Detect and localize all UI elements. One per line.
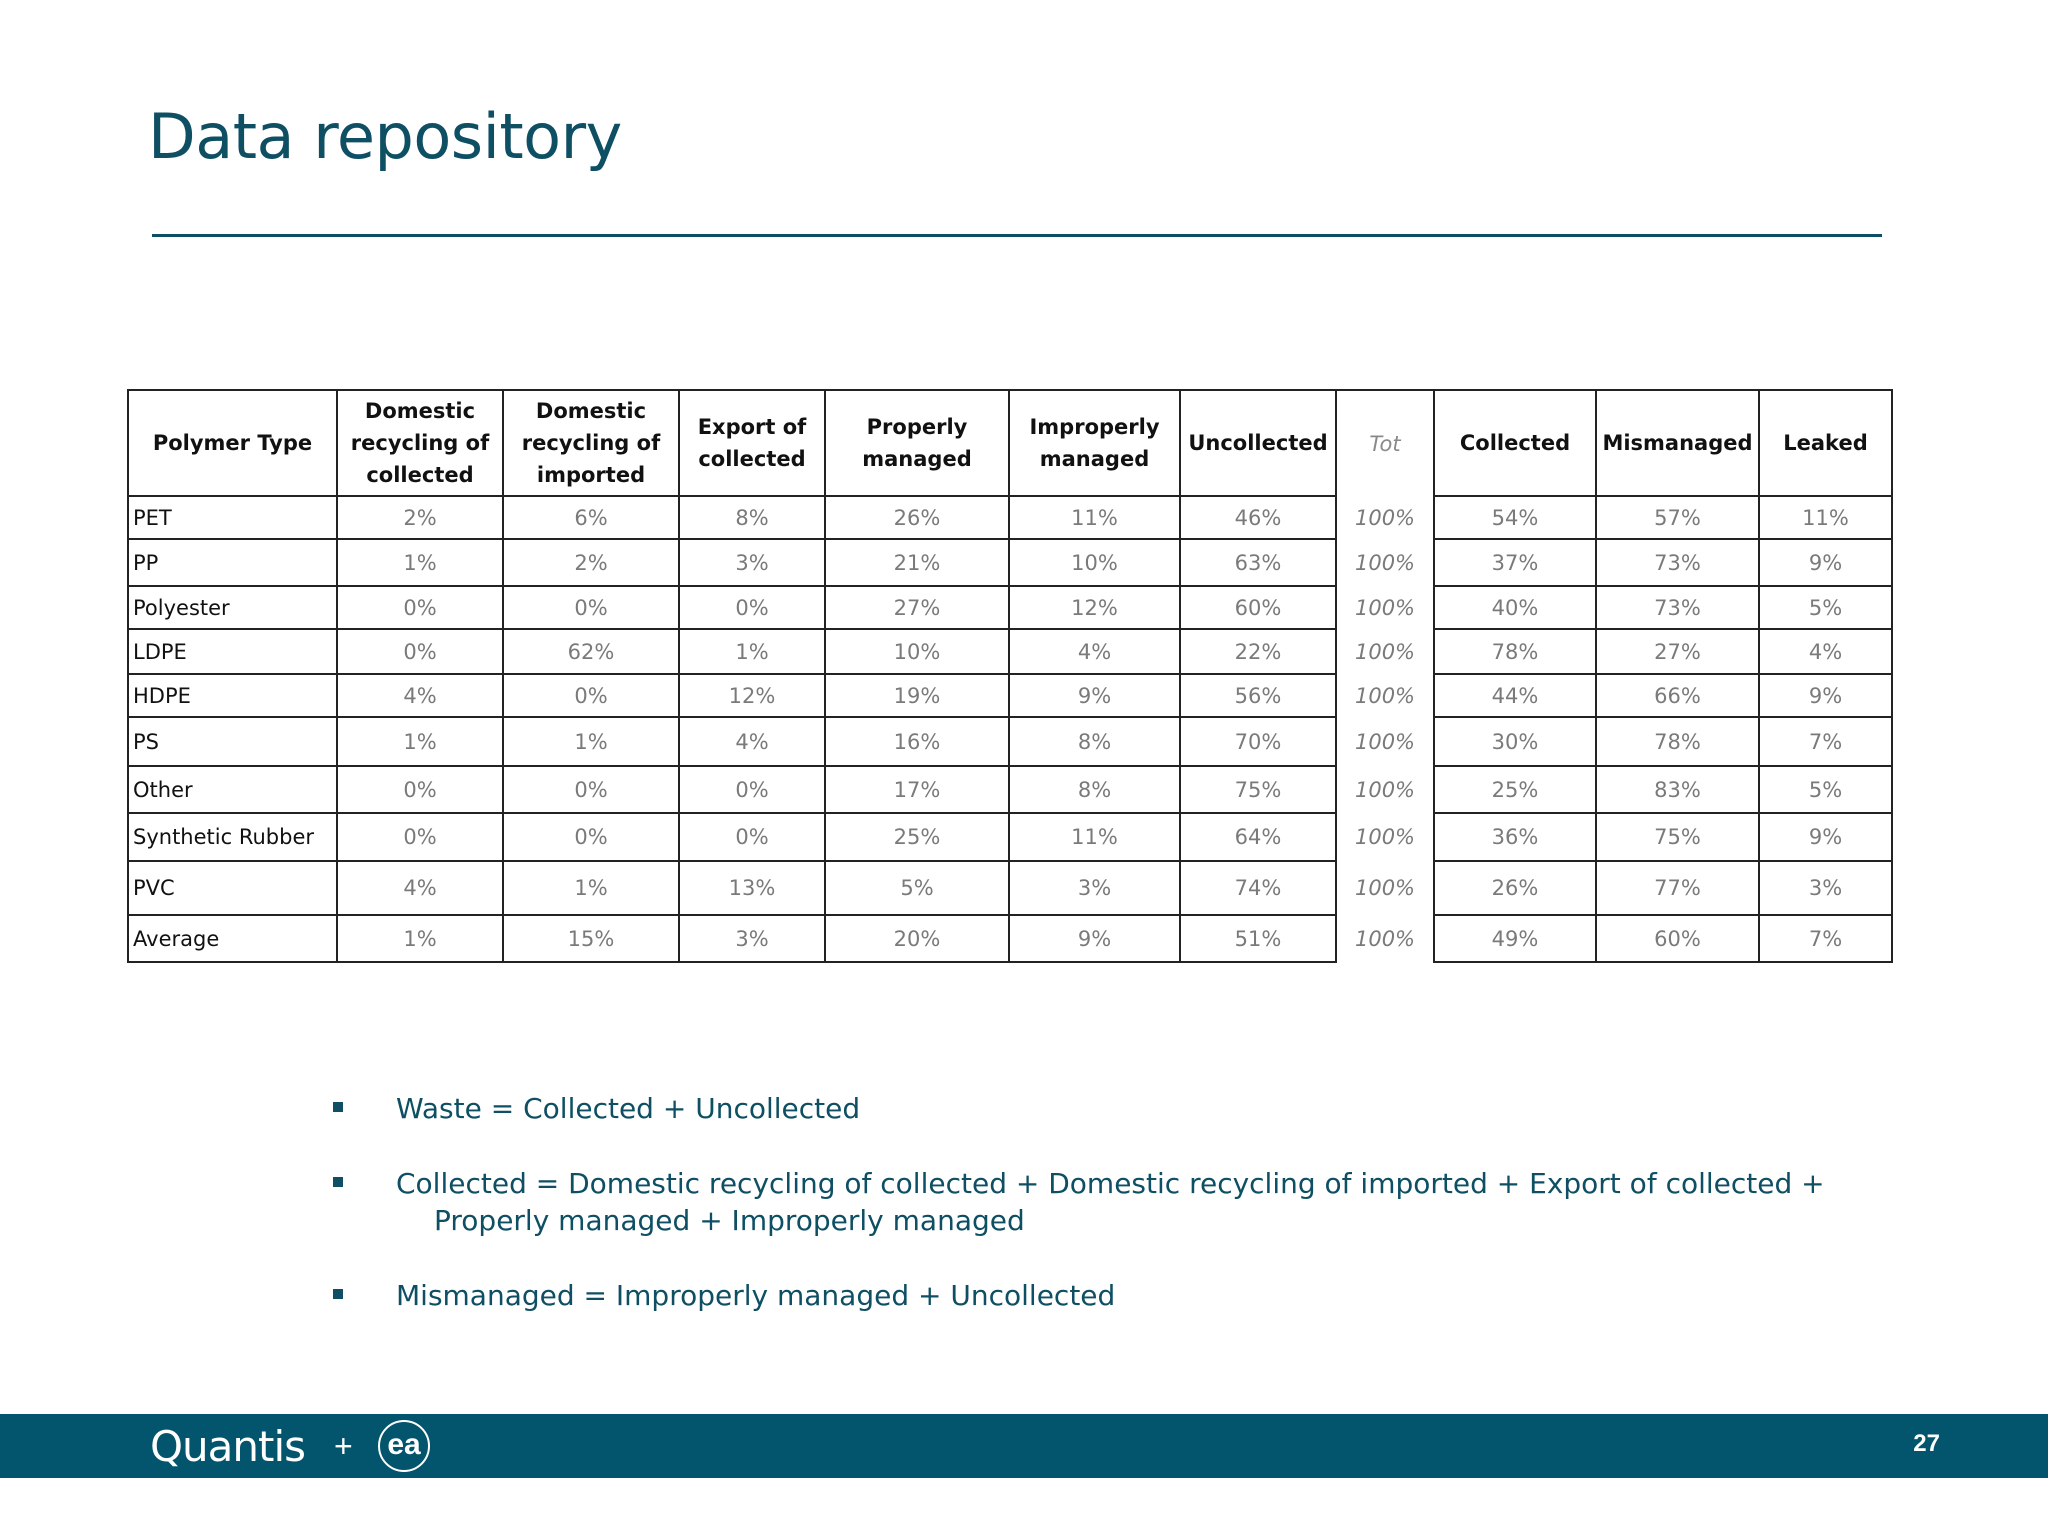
value-cell: 9% bbox=[1759, 539, 1892, 586]
value-cell: 20% bbox=[825, 915, 1009, 962]
value-cell: 1% bbox=[679, 629, 825, 674]
value-cell: 36% bbox=[1434, 813, 1596, 861]
table-row bbox=[128, 915, 1892, 962]
value-cell: 77% bbox=[1596, 861, 1759, 915]
header-improperly-managed: Improperly managed bbox=[1009, 390, 1180, 496]
tot-cell: 100% bbox=[1336, 766, 1434, 813]
definition-waste bbox=[330, 1090, 1825, 1127]
value-cell: 4% bbox=[1759, 629, 1892, 674]
tot-cell: 100% bbox=[1336, 586, 1434, 629]
value-cell: 0% bbox=[337, 766, 503, 813]
slide-title: Data repository bbox=[148, 100, 622, 173]
value-cell: 83% bbox=[1596, 766, 1759, 813]
value-cell: 0% bbox=[503, 766, 679, 813]
value-cell: 22% bbox=[1180, 629, 1336, 674]
value-cell: 73% bbox=[1596, 539, 1759, 586]
value-cell: 11% bbox=[1759, 496, 1892, 539]
value-cell: 73% bbox=[1596, 586, 1759, 629]
tot-cell: 100% bbox=[1336, 915, 1434, 962]
value-cell: 9% bbox=[1759, 813, 1892, 861]
value-cell: 60% bbox=[1596, 915, 1759, 962]
definition-collected bbox=[330, 1165, 1825, 1239]
tot-cell: 100% bbox=[1336, 861, 1434, 915]
value-cell: 60% bbox=[1180, 586, 1336, 629]
value-cell: 63% bbox=[1180, 539, 1336, 586]
polymer-name-cell: LDPE bbox=[128, 629, 337, 674]
value-cell: 4% bbox=[1009, 629, 1180, 674]
value-cell: 21% bbox=[825, 539, 1009, 586]
ea-logo: ea bbox=[378, 1420, 430, 1472]
value-cell: 4% bbox=[337, 674, 503, 717]
value-cell: 1% bbox=[337, 717, 503, 766]
value-cell: 1% bbox=[503, 717, 679, 766]
value-cell: 74% bbox=[1180, 861, 1336, 915]
tot-cell: 100% bbox=[1336, 539, 1434, 586]
value-cell: 4% bbox=[337, 861, 503, 915]
value-cell: 57% bbox=[1596, 496, 1759, 539]
header-export-collected: Export of collected bbox=[679, 390, 825, 496]
value-cell: 0% bbox=[679, 813, 825, 861]
value-cell: 2% bbox=[337, 496, 503, 539]
value-cell: 6% bbox=[503, 496, 679, 539]
value-cell: 3% bbox=[679, 539, 825, 586]
value-cell: 56% bbox=[1180, 674, 1336, 717]
definition-text: Waste = Collected + Uncollected bbox=[396, 1092, 861, 1125]
value-cell: 5% bbox=[825, 861, 1009, 915]
header-domestic-recycling-collected: Domestic recycling of collected bbox=[337, 390, 503, 496]
value-cell: 25% bbox=[825, 813, 1009, 861]
tot-cell: 100% bbox=[1336, 813, 1434, 861]
header-tot: Tot bbox=[1336, 390, 1434, 496]
table-row bbox=[128, 586, 1892, 629]
value-cell: 27% bbox=[1596, 629, 1759, 674]
value-cell: 70% bbox=[1180, 717, 1336, 766]
value-cell: 37% bbox=[1434, 539, 1596, 586]
value-cell: 25% bbox=[1434, 766, 1596, 813]
value-cell: 2% bbox=[503, 539, 679, 586]
value-cell: 13% bbox=[679, 861, 825, 915]
definitions-list bbox=[330, 1090, 1825, 1352]
polymer-name-cell: Average bbox=[128, 915, 337, 962]
definition-text: Collected = Domestic recycling of collected + Domestic recycling of imported + Export of collected + bbox=[396, 1167, 1825, 1200]
polymer-name-cell: Polyester bbox=[128, 586, 337, 629]
page-number: 27 bbox=[1913, 1430, 1940, 1457]
value-cell: 12% bbox=[1009, 586, 1180, 629]
value-cell: 9% bbox=[1009, 915, 1180, 962]
polymer-name-cell: PS bbox=[128, 717, 337, 766]
value-cell: 62% bbox=[503, 629, 679, 674]
value-cell: 8% bbox=[1009, 717, 1180, 766]
value-cell: 4% bbox=[679, 717, 825, 766]
tot-cell: 100% bbox=[1336, 629, 1434, 674]
value-cell: 5% bbox=[1759, 766, 1892, 813]
value-cell: 10% bbox=[1009, 539, 1180, 586]
square-bullet-icon bbox=[333, 1289, 343, 1299]
header-domestic-recycling-imported: Domestic recycling of imported bbox=[503, 390, 679, 496]
value-cell: 3% bbox=[1009, 861, 1180, 915]
value-cell: 10% bbox=[825, 629, 1009, 674]
value-cell: 9% bbox=[1759, 674, 1892, 717]
value-cell: 16% bbox=[825, 717, 1009, 766]
logo-separator: + bbox=[334, 1428, 353, 1464]
polymer-name-cell: PP bbox=[128, 539, 337, 586]
table-body bbox=[128, 496, 1892, 962]
value-cell: 9% bbox=[1009, 674, 1180, 717]
value-cell: 51% bbox=[1180, 915, 1336, 962]
value-cell: 8% bbox=[679, 496, 825, 539]
value-cell: 46% bbox=[1180, 496, 1336, 539]
tot-cell: 100% bbox=[1336, 674, 1434, 717]
definition-text: Mismanaged = Improperly managed + Uncollected bbox=[396, 1279, 1116, 1312]
value-cell: 1% bbox=[337, 539, 503, 586]
value-cell: 75% bbox=[1596, 813, 1759, 861]
value-cell: 7% bbox=[1759, 915, 1892, 962]
value-cell: 15% bbox=[503, 915, 679, 962]
table-row bbox=[128, 717, 1892, 766]
value-cell: 17% bbox=[825, 766, 1009, 813]
square-bullet-icon bbox=[333, 1177, 343, 1187]
table-row bbox=[128, 813, 1892, 861]
value-cell: 0% bbox=[679, 586, 825, 629]
value-cell: 7% bbox=[1759, 717, 1892, 766]
value-cell: 5% bbox=[1759, 586, 1892, 629]
square-bullet-icon bbox=[333, 1102, 343, 1112]
polymer-name-cell: Other bbox=[128, 766, 337, 813]
header-leaked: Leaked bbox=[1759, 390, 1892, 496]
value-cell: 40% bbox=[1434, 586, 1596, 629]
value-cell: 12% bbox=[679, 674, 825, 717]
value-cell: 1% bbox=[503, 861, 679, 915]
value-cell: 0% bbox=[503, 813, 679, 861]
definition-text-continued: Properly managed + Improperly managed bbox=[434, 1204, 1025, 1237]
value-cell: 0% bbox=[337, 586, 503, 629]
value-cell: 19% bbox=[825, 674, 1009, 717]
header-mismanaged: Mismanaged bbox=[1596, 390, 1759, 496]
value-cell: 75% bbox=[1180, 766, 1336, 813]
polymer-data-table bbox=[127, 389, 1893, 963]
value-cell: 3% bbox=[679, 915, 825, 962]
table-row bbox=[128, 766, 1892, 813]
value-cell: 49% bbox=[1434, 915, 1596, 962]
table-row bbox=[128, 539, 1892, 586]
value-cell: 64% bbox=[1180, 813, 1336, 861]
value-cell: 0% bbox=[337, 813, 503, 861]
value-cell: 0% bbox=[503, 586, 679, 629]
title-divider bbox=[152, 234, 1882, 237]
value-cell: 26% bbox=[825, 496, 1009, 539]
polymer-name-cell: HDPE bbox=[128, 674, 337, 717]
table-row bbox=[128, 629, 1892, 674]
value-cell: 27% bbox=[825, 586, 1009, 629]
value-cell: 26% bbox=[1434, 861, 1596, 915]
header-uncollected: Uncollected bbox=[1180, 390, 1336, 496]
value-cell: 54% bbox=[1434, 496, 1596, 539]
footer-bar bbox=[0, 1414, 2048, 1478]
header-collected: Collected bbox=[1434, 390, 1596, 496]
value-cell: 11% bbox=[1009, 496, 1180, 539]
table-row bbox=[128, 496, 1892, 539]
tot-cell: 100% bbox=[1336, 717, 1434, 766]
polymer-name-cell: PVC bbox=[128, 861, 337, 915]
value-cell: 8% bbox=[1009, 766, 1180, 813]
definition-mismanaged bbox=[330, 1277, 1825, 1314]
value-cell: 44% bbox=[1434, 674, 1596, 717]
polymer-name-cell: Synthetic Rubber bbox=[128, 813, 337, 861]
value-cell: 1% bbox=[337, 915, 503, 962]
value-cell: 78% bbox=[1596, 717, 1759, 766]
value-cell: 0% bbox=[337, 629, 503, 674]
value-cell: 0% bbox=[503, 674, 679, 717]
quantis-logo: Quantis bbox=[150, 1422, 306, 1471]
header-polymer-type: Polymer Type bbox=[128, 390, 337, 496]
value-cell: 3% bbox=[1759, 861, 1892, 915]
table-header-row bbox=[128, 390, 1892, 496]
table-row bbox=[128, 674, 1892, 717]
value-cell: 78% bbox=[1434, 629, 1596, 674]
tot-cell: 100% bbox=[1336, 496, 1434, 539]
value-cell: 30% bbox=[1434, 717, 1596, 766]
value-cell: 11% bbox=[1009, 813, 1180, 861]
polymer-name-cell: PET bbox=[128, 496, 337, 539]
value-cell: 66% bbox=[1596, 674, 1759, 717]
header-properly-managed: Properly managed bbox=[825, 390, 1009, 496]
table-row bbox=[128, 861, 1892, 915]
value-cell: 0% bbox=[679, 766, 825, 813]
